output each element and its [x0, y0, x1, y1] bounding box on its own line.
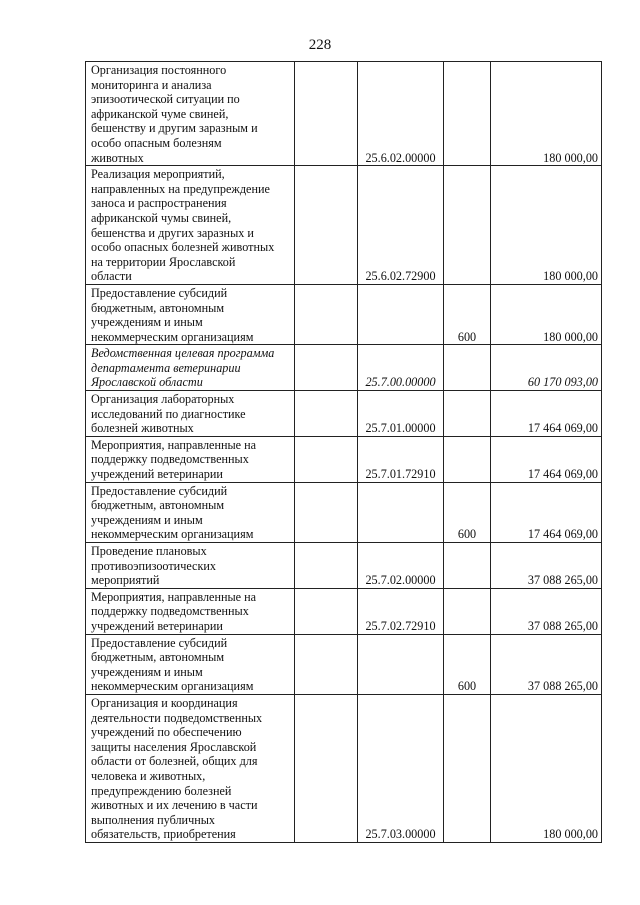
row-sum-cell: 180 000,00: [491, 694, 602, 842]
table-row: [86, 588, 602, 634]
table-row: [86, 482, 602, 542]
row-name-cell: Ведомственная целевая программа департамента ветеринарии Ярославской области: [86, 345, 295, 391]
row-code-cell: 25.7.01.00000: [358, 391, 444, 437]
row-sum-cell: 180 000,00: [491, 166, 602, 285]
row-empty-cell: [295, 62, 358, 166]
row-code-cell: 25.6.02.72900: [358, 166, 444, 285]
row-code-cell: 25.7.03.00000: [358, 694, 444, 842]
page-number: 228: [308, 37, 332, 53]
row-empty-cell: [295, 482, 358, 542]
row-vr-cell: 600: [444, 482, 491, 542]
row-vr-cell: [444, 436, 491, 482]
row-vr-cell: [444, 345, 491, 391]
row-empty-cell: [295, 345, 358, 391]
table-row: [86, 284, 602, 344]
row-name-cell: Предоставление субсидий бюджетным, автономным учреждениям и иным некоммерческим организациям: [86, 482, 295, 542]
budget-table-body: [86, 62, 602, 843]
row-sum-cell: 37 088 265,00: [491, 588, 602, 634]
row-code-cell: 25.6.02.00000: [358, 62, 444, 166]
row-sum-cell: 17 464 069,00: [491, 482, 602, 542]
row-empty-cell: [295, 694, 358, 842]
row-sum-cell: 17 464 069,00: [491, 391, 602, 437]
table-row: [86, 543, 602, 589]
table-row: [86, 634, 602, 694]
table-row: [86, 345, 602, 391]
row-code-cell: [358, 634, 444, 694]
row-sum-cell: 37 088 265,00: [491, 543, 602, 589]
row-sum-cell: 180 000,00: [491, 284, 602, 344]
row-vr-cell: [444, 166, 491, 285]
row-name-cell: Мероприятия, направленные на поддержку подведомственных учреждений ветеринарии: [86, 588, 295, 634]
row-code-cell: 25.7.02.00000: [358, 543, 444, 589]
row-sum-cell: 37 088 265,00: [491, 634, 602, 694]
budget-table: [85, 61, 602, 843]
row-name-cell: Проведение плановых противоэпизоотических мероприятий: [86, 543, 295, 589]
row-sum-cell: 180 000,00: [491, 62, 602, 166]
row-sum-cell: 60 170 093,00: [491, 345, 602, 391]
row-code-cell: 25.7.00.00000: [358, 345, 444, 391]
row-code-cell: 25.7.01.72910: [358, 436, 444, 482]
row-vr-cell: [444, 543, 491, 589]
table-row: [86, 436, 602, 482]
table-row: [86, 694, 602, 842]
row-name-cell: Организация лабораторных исследований по диагностике болезней животных: [86, 391, 295, 437]
row-empty-cell: [295, 588, 358, 634]
table-row: [86, 166, 602, 285]
row-empty-cell: [295, 391, 358, 437]
row-code-cell: [358, 482, 444, 542]
row-name-cell: Организация постоянного мониторинга и анализа эпизоотической ситуации по африканской чуме свиней, бешенству и другим заразным и особо опасным болезням животных: [86, 62, 295, 166]
row-name-cell: Реализация мероприятий, направленных на предупреждение заноса и распространения африканской чумы свиней, бешенства и других заразных и особо опасных болезней животных на территории Ярославской области: [86, 166, 295, 285]
row-name-cell: Организация и координация деятельности подведомственных учреждений по обеспечению защиты населения Ярославской области от болезней, общих для человека и животных, предупреждению болезней животных и их лечению в части выполнения публичных обязательств, приобретения: [86, 694, 295, 842]
table-row: [86, 62, 602, 166]
row-empty-cell: [295, 436, 358, 482]
row-empty-cell: [295, 284, 358, 344]
row-empty-cell: [295, 166, 358, 285]
row-empty-cell: [295, 543, 358, 589]
row-name-cell: Предоставление субсидий бюджетным, автономным учреждениям и иным некоммерческим организациям: [86, 284, 295, 344]
row-code-cell: [358, 284, 444, 344]
row-sum-cell: 17 464 069,00: [491, 436, 602, 482]
row-vr-cell: [444, 588, 491, 634]
row-vr-cell: [444, 391, 491, 437]
row-name-cell: Мероприятия, направленные на поддержку подведомственных учреждений ветеринарии: [86, 436, 295, 482]
row-code-cell: 25.7.02.72910: [358, 588, 444, 634]
row-name-cell: Предоставление субсидий бюджетным, автономным учреждениям и иным некоммерческим организациям: [86, 634, 295, 694]
row-vr-cell: 600: [444, 634, 491, 694]
row-vr-cell: [444, 62, 491, 166]
row-vr-cell: [444, 694, 491, 842]
table-row: [86, 391, 602, 437]
row-empty-cell: [295, 634, 358, 694]
row-vr-cell: 600: [444, 284, 491, 344]
